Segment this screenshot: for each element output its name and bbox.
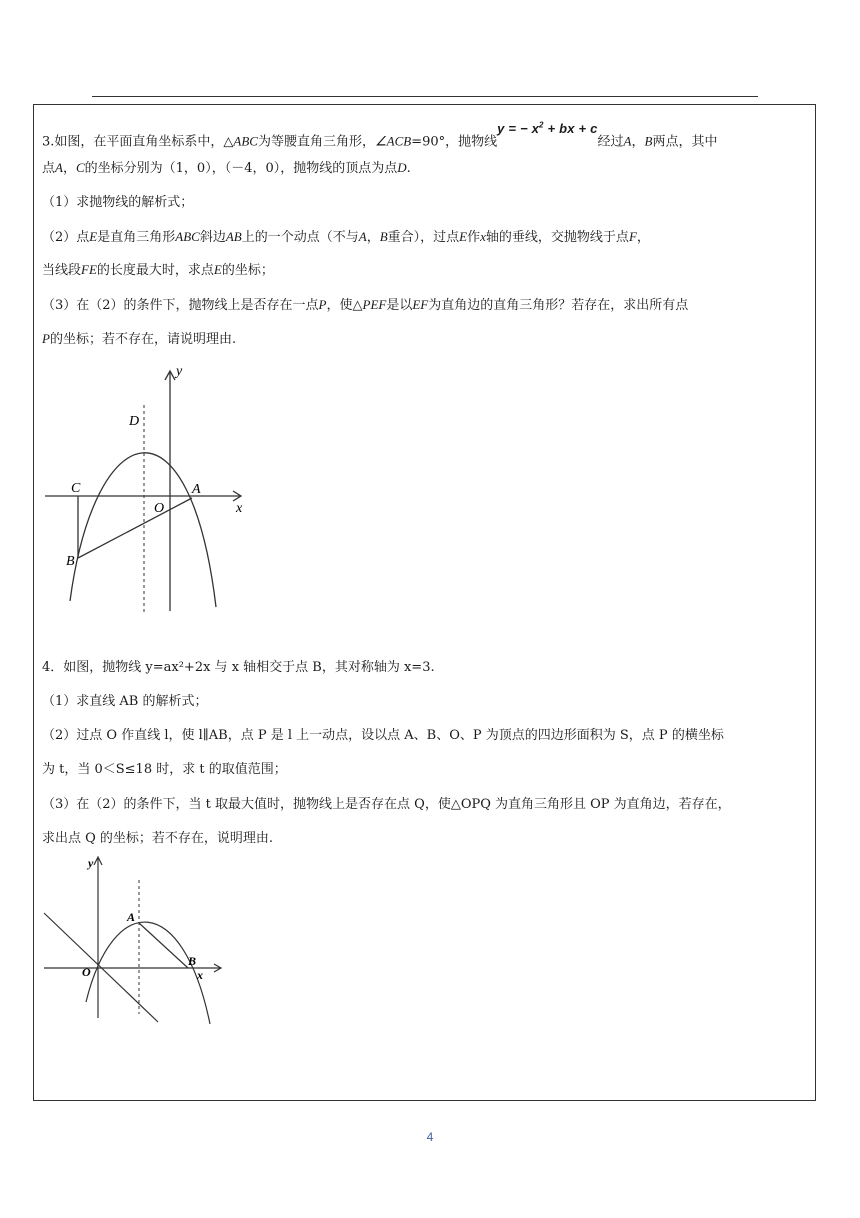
header-rule bbox=[92, 96, 758, 97]
problem3-figure bbox=[40, 360, 260, 620]
problem3-q1: （1）求抛物线的解析式； bbox=[42, 195, 194, 210]
label-x: x bbox=[197, 968, 203, 982]
label-O: O bbox=[154, 501, 165, 516]
label-y: y bbox=[176, 364, 183, 379]
label-y: y bbox=[88, 856, 94, 870]
parabola-formula: y = − $x^2$ + bx + c bbox=[497, 121, 598, 137]
label-A: A bbox=[127, 910, 136, 924]
segment-BA bbox=[78, 498, 192, 558]
problem4-q1: （1）求直线 AB 的解析式； bbox=[42, 694, 208, 709]
problem4-q3-line1: （3）在（2）的条件下，当 t 取最大值时，抛物线上是否存在点 Q，使△OPQ 为直角三角形且 OP 为直角边，若存在， bbox=[42, 797, 731, 812]
label-B: B bbox=[188, 954, 197, 968]
problem3-q3-line1: （3）在（2）的条件下，抛物线上是否存在一点P，使△PEF是以EF为直角边的直角三角形？若存在，求出所有点 bbox=[42, 297, 689, 313]
label-D: D bbox=[129, 414, 140, 429]
label-A: A bbox=[192, 482, 201, 497]
problem4-q2-line1: （2）过点 O 作直线 l，使 l∥AB，点 P 是 l 上一动点，设以点 A、B、O、P 为顶点的四边形面积为 S，点 P 的横坐标 bbox=[42, 728, 724, 743]
label-B: B bbox=[66, 554, 75, 569]
problem4-figure bbox=[38, 852, 228, 1027]
page-number: 4 bbox=[426, 1130, 434, 1144]
problem3-q3-line2: P的坐标；若不存在，请说明理由. bbox=[42, 331, 237, 347]
problem4-line1: 4．如图，抛物线 y=ax²+2x 与 x 轴相交于点 B，其对称轴为 x=3. bbox=[42, 660, 435, 675]
problem3-q2-line1: （2）点E是直角三角形ABC斜边AB上的一个动点（不与A，B重合），过点E作x轴的垂线，交抛物线于点F， bbox=[42, 229, 650, 245]
problem3-line1: 3.如图，在平面直角坐标系中，△ABC为等腰直角三角形，∠ACB=90°，抛物线y = − $x^2$ + bx + c经过A，B两点，其中 bbox=[42, 121, 718, 150]
parabola-curve bbox=[70, 453, 216, 607]
problem4-q3-line2: 求出点 Q 的坐标；若不存在，说明理由. bbox=[42, 831, 274, 846]
parabola-curve bbox=[86, 922, 210, 1024]
problem3-q2-line2: 当线段FE的长度最大时，求点E的坐标； bbox=[42, 262, 274, 278]
label-C: C bbox=[71, 481, 81, 496]
label-O: O bbox=[82, 965, 91, 979]
problem3-line2: 点A，C的坐标分别为（1，0），（－4，0），抛物线的顶点为点D. bbox=[42, 160, 411, 176]
problem4-q2-line2: 为 t，当 0＜S≤18 时，求 t 的取值范围； bbox=[42, 762, 287, 777]
label-x: x bbox=[236, 501, 243, 516]
